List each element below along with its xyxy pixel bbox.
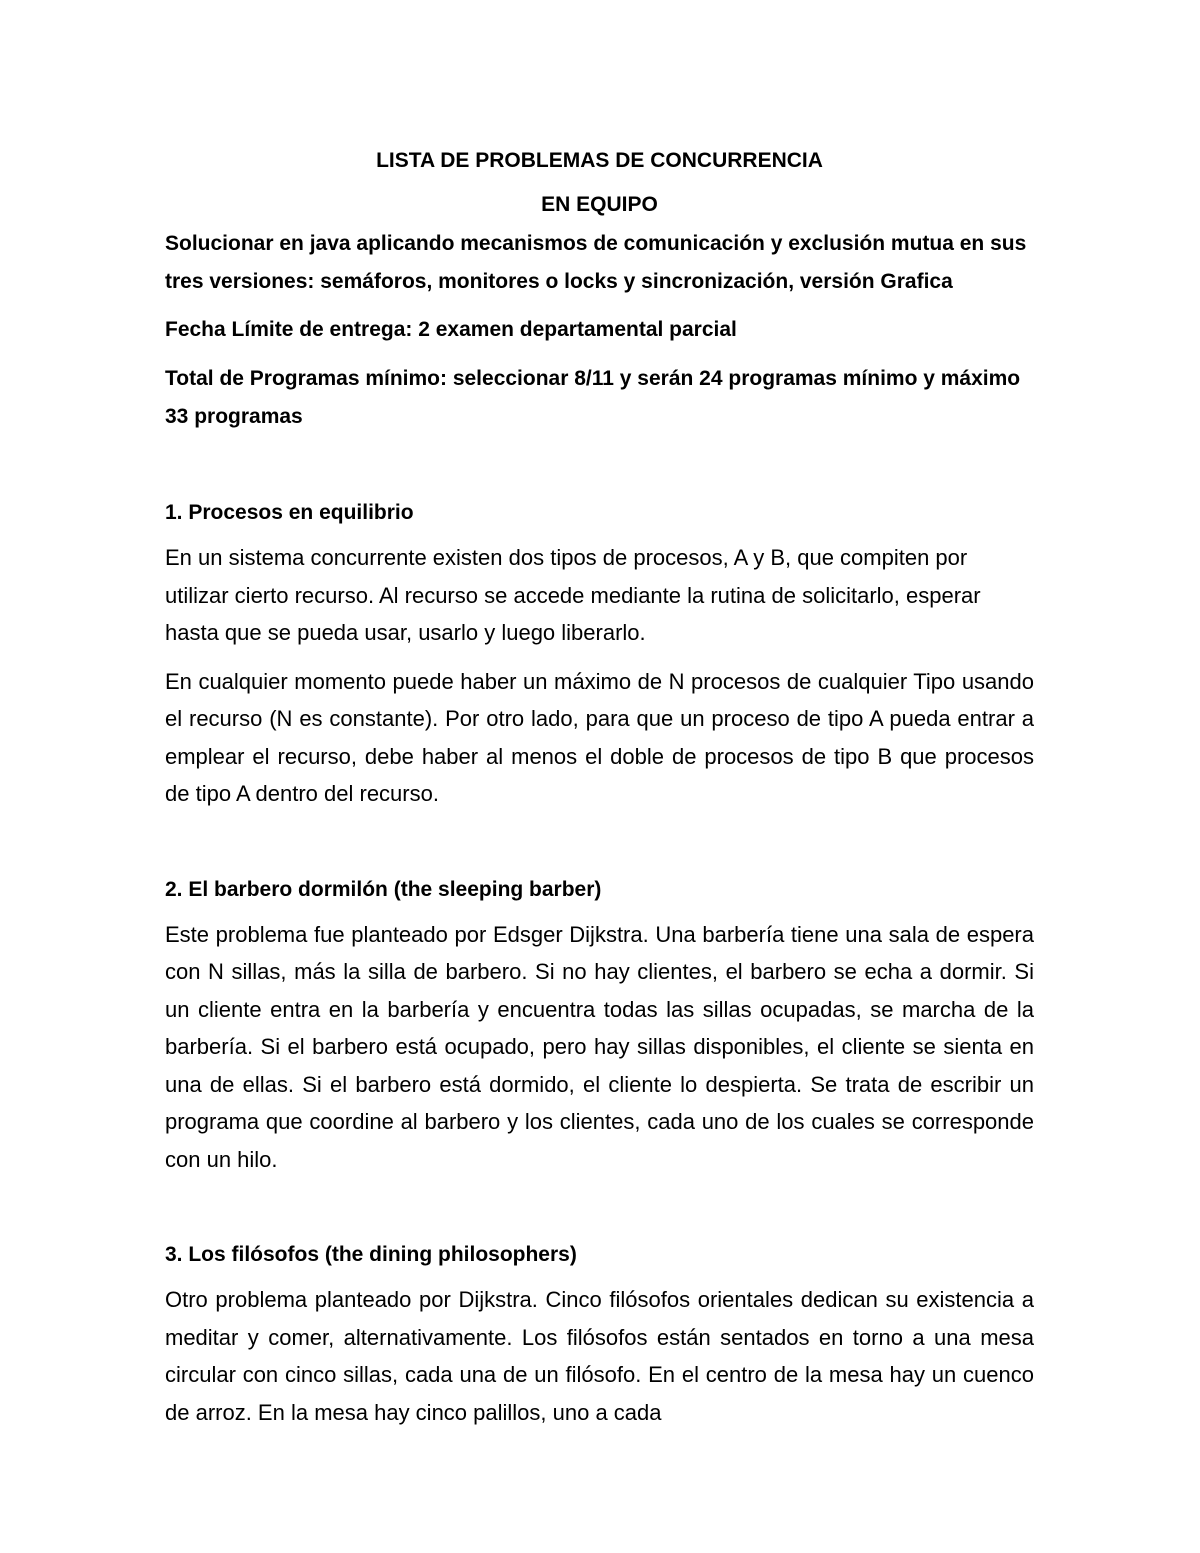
problem-1-title: 1. Procesos en equilibrio [165,501,414,524]
problem-3-paragraph-1: Otro problema planteado por Dijkstra. Cinco filósofos orientales dedican su existencia a meditar y comer, alternativamente. Los filósofos están sentados en torno a una mesa circular con cinco sillas, cada una de un filósofo. En el centro de la mesa hay un cuenco de arroz. En la mesa hay cinco palillos, uno a cada [165,1287,1034,1425]
problem-2-paragraph-1: Este problema fue planteado por Edsger Dijkstra. Una barbería tiene una sala de espera con N sillas, más la silla de barbero. Si no hay clientes, el barbero se echa a dormir. Si un cliente entra en la barbería y encuentra todas las sillas ocupadas, se marcha de la barbería. Si el barbero está ocupado, pero hay sillas disponibles, el cliente se sienta en una de ellas. Si el barbero está dormido, el cliente lo despierta. Se trata de escribir un programa que coordine al barbero y los clientes, cada uno de los cuales se corresponde con un hilo. [165,921,1034,1172]
intro-total: Total de Programas mínimo: seleccionar 8/11 y serán 24 programas mínimo y máximo 33 programas [165,367,1021,428]
intro-deadline: Fecha Límite de entrega: 2 examen departamental parcial [165,318,737,341]
problem-1-paragraph-2: En cualquier momento puede haber un máximo de N procesos de cualquier Tipo usando el recurso (N es constante). Por otro lado, para que un proceso de tipo A pueda entrar a emplear el recurso, debe haber al menos el doble de procesos de tipo B que procesos de tipo A dentro del recurso. [165,668,1034,806]
document-subtitle: EN EQUIPO [541,193,658,216]
problem-2-title: 2. El barbero dormilón (the sleeping barber) [165,877,602,901]
problem-3-title: 3. Los filósofos (the dining philosophers) [165,1243,577,1266]
intro-instructions: Solucionar en java aplicando mecanismos de comunicación y exclusión mutua en sus tres versiones: semáforos, monitores o locks y sincronización, versión Grafica [165,232,1027,293]
document-title: LISTA DE PROBLEMAS DE CONCURRENCIA [376,149,823,172]
problem-1-paragraph-1: En un sistema concurrente existen dos tipos de procesos, A y B, que compiten por utilizar cierto recurso. Al recurso se accede mediante la rutina de solicitarlo, esperar hasta que se pueda usar, usarlo y luego liberarlo. [165,545,981,645]
